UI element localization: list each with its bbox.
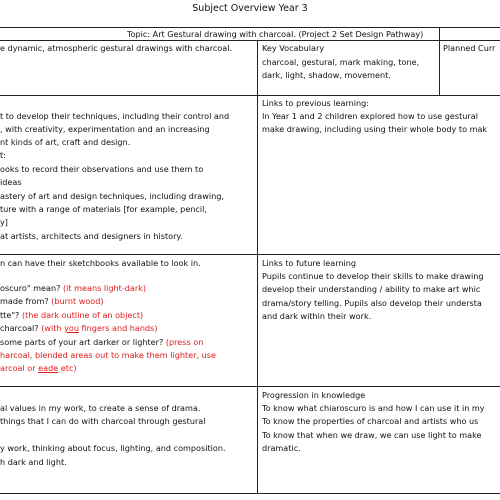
question-text: made from? [0, 296, 49, 306]
page-title: Subject Overview Year 3 [192, 3, 308, 14]
nc-line: , with creativity, experimentation and an increasing [0, 124, 210, 134]
question-answer: (it means light-dark) [62, 283, 147, 293]
progression-heading: Progression in knowledge [262, 390, 366, 400]
objective-text: e dynamic, atmospheric gestural drawings with charcoal. [0, 43, 233, 53]
nc-line: ideas [0, 177, 22, 187]
question-text: oscuro" mean? [0, 283, 61, 293]
key-vocabulary-line: dark, light, shadow, movement. [262, 70, 391, 80]
question-line [0, 323, 158, 334]
nc-line: ooks to record their observations and use them to [0, 164, 204, 174]
nc-line: t to develop their techniques, including their control and [0, 111, 230, 121]
nc-line: y] [0, 217, 8, 227]
question-line [0, 296, 104, 307]
progression-line: To know that when we draw, we can use light to make [262, 430, 482, 440]
nc-line: nt kinds of art, craft and design. [0, 137, 131, 147]
outcome-line: things that I can do with charcoal through gestural [0, 416, 206, 426]
progression-line: dramatic. [262, 443, 301, 453]
outcome-line: h dark and light. [0, 457, 67, 467]
table-rule [0, 27, 500, 28]
question-text: some parts of your art darker or lighter? [0, 337, 164, 347]
question-line [0, 310, 143, 321]
topic-heading: Topic: Art Gestural drawing with charcoal. (Project 2 Set Design Pathway) [127, 29, 424, 39]
nc-line: at artists, architects and designers in history. [0, 231, 183, 241]
table-rule [0, 493, 500, 494]
table-rule [257, 40, 258, 493]
outcome-line: y work, thinking about focus, lighting, and composition. [0, 443, 226, 453]
table-rule [0, 95, 500, 96]
question-intro: n can have their sketchbooks available to look in. [0, 258, 201, 268]
planned-curriculum-heading: Planned Curr [443, 43, 496, 53]
question-text: tte"? [0, 310, 20, 320]
links-previous-line: make drawing, including using their whole body to mak [262, 124, 488, 134]
nc-line: astery of art and design techniques, including drawing, [0, 191, 224, 201]
progression-line: To know the properties of charcoal and artists who us [262, 416, 479, 426]
table-rule [0, 40, 500, 41]
table-rule [0, 386, 500, 387]
question-answer: (burnt wood) [51, 296, 104, 306]
nc-line: ture with a range of materials [for example, pencil, [0, 204, 207, 214]
links-previous-heading: Links to previous learning: [262, 98, 369, 108]
key-vocabulary-heading: Key Vocabulary [262, 43, 325, 53]
links-future-heading: Links to future learning [262, 258, 357, 268]
question-answer: (the dark outline of an object) [21, 310, 144, 320]
question-answer: (press on [165, 337, 204, 347]
links-future-line: drama/story telling. Pupils also develop their understa [262, 298, 482, 308]
links-future-line: Pupils continue to develop their skills to make drawing [262, 271, 484, 281]
nc-line: t: [0, 150, 6, 160]
outcome-line: al values in my work, to create a sense of drama. [0, 403, 201, 413]
question-line [0, 337, 203, 348]
links-previous-line: In Year 1 and 2 children explored how to use gestural [262, 111, 478, 121]
question-answer-line: arcoal or eade etc) [0, 363, 77, 373]
question-answer: (with you fingers and hands) [41, 323, 158, 333]
progression-line: To know what chiaroscuro is and how I can use it in my [262, 403, 485, 413]
links-future-line: and dark within their work. [262, 311, 372, 321]
links-future-line: develop their understanding / ability to make art whic [262, 284, 481, 294]
question-answer-line: harcoal, blended areas out to make them lighter, use [0, 350, 216, 360]
question-text: charcoal? [0, 323, 39, 333]
question-line [0, 283, 146, 294]
key-vocabulary-line: charcoal, gestural, mark making, tone, [262, 57, 420, 67]
table-rule [439, 27, 440, 95]
table-rule [0, 254, 500, 255]
